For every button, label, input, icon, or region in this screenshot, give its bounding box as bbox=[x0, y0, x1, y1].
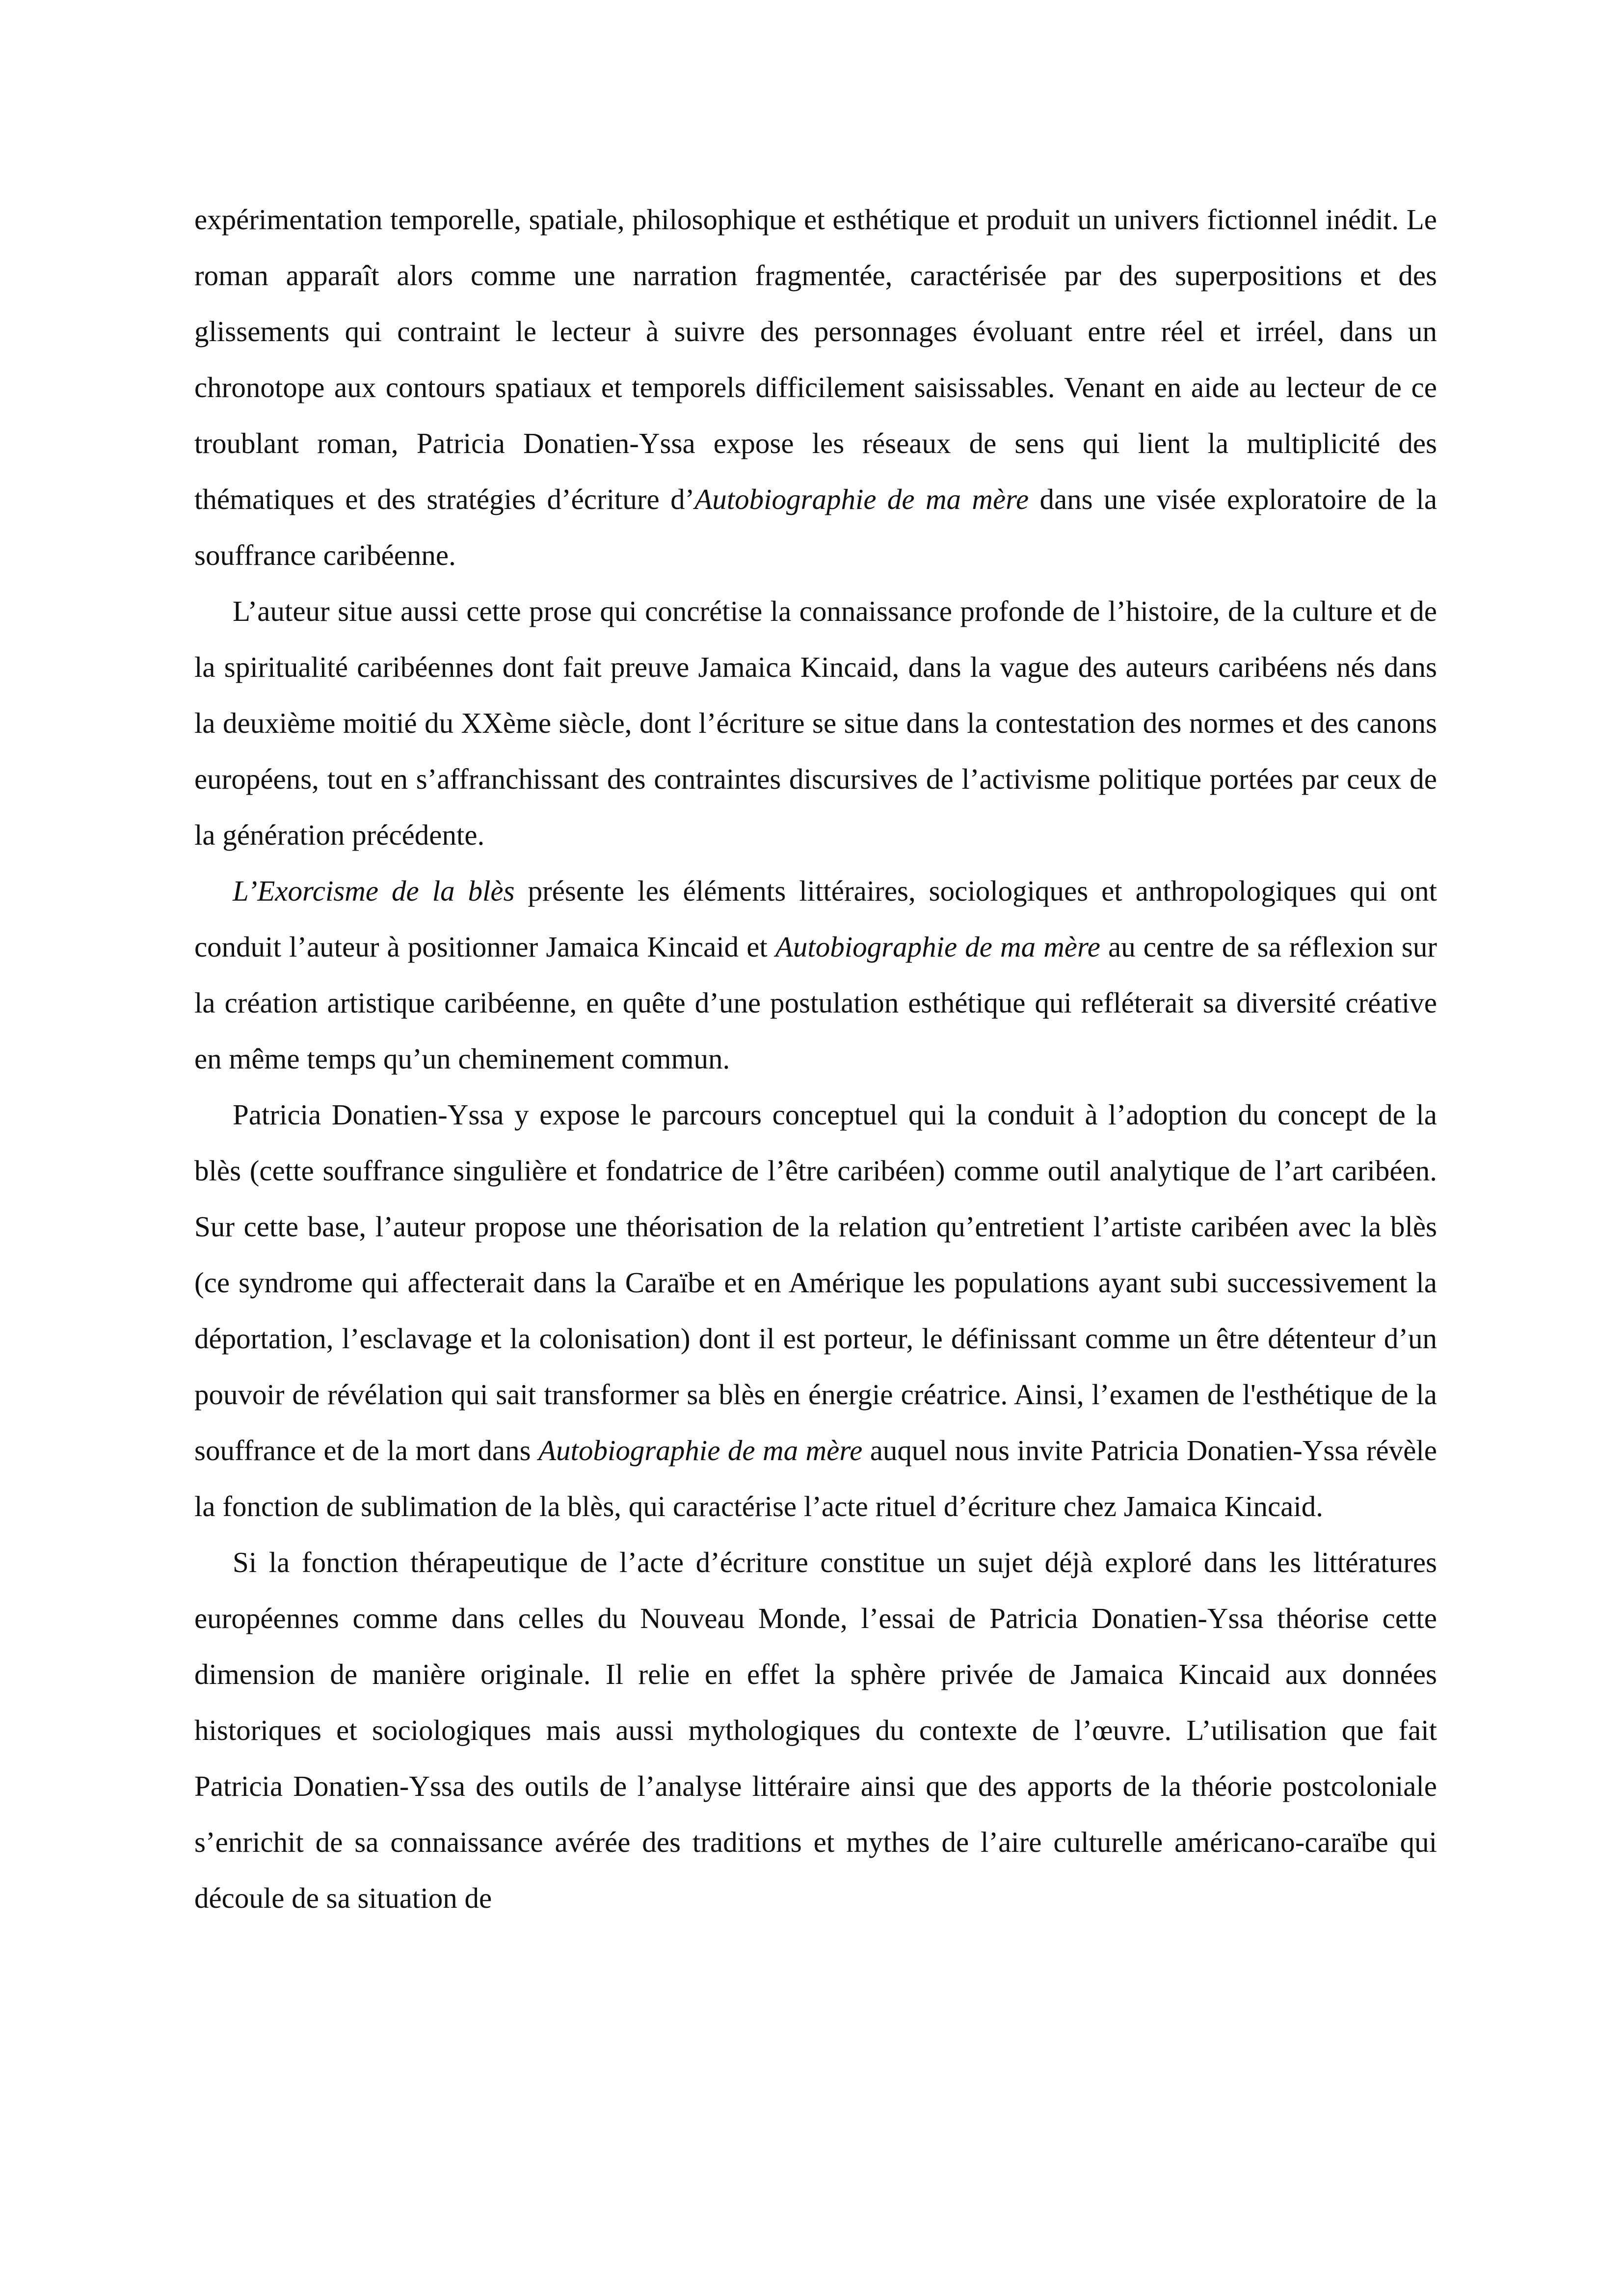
text-run: auquel nous invite Patricia Donatien-Yssa révèle la fonction de sublimation de la blès, qui caractérise l’acte rituel d’écriture chez Jamaica Kincaid. bbox=[194, 1434, 1437, 1522]
text-run: expérimentation temporelle, spatiale, philosophique et esthétique et produit un univers fictionnel inédit. Le roman apparaît alors comme une narration fragmentée, caractérisée par des superpositions et des glissements qui contraint le lecteur à suivre des personnages évoluant entre réel et irréel, dans un chronotope aux contours spatiaux et temporels difficilement saisissables. Venant en aide au lecteur de ce troublant roman, Patricia Donatien-Yssa expose les réseaux de sens qui lient la multiplicité des thématiques et des stratégies d’écriture d’ bbox=[194, 203, 1437, 515]
paragraph bbox=[194, 583, 1437, 863]
paragraph bbox=[194, 1534, 1437, 1926]
paragraph bbox=[194, 863, 1437, 1087]
text-run: Si la fonction thérapeutique de l’acte d’écriture constitue un sujet déjà exploré dans les littératures européennes comme dans celles du Nouveau Monde, l’essai de Patricia Donatien-Yssa théorise cette dimension de manière originale. Il relie en effet la sphère privée de Jamaica Kincaid aux données historiques et sociologiques mais aussi mythologiques du contexte de l’œuvre. L’utilisation que fait Patricia Donatien-Yssa des outils de l’analyse littéraire ainsi que des apports de la théorie postcoloniale s’enrichit de sa connaissance avérée des traditions et mythes de l’aire culturelle américano-caraïbe qui découle de sa situation de bbox=[194, 1546, 1437, 1914]
italic-title-run: Autobiographie de ma mère bbox=[538, 1434, 863, 1467]
paragraph bbox=[194, 191, 1437, 583]
text-run: Patricia Donatien-Yssa y expose le parcours conceptuel qui la conduit à l’adoption du concept de la blès (cette souffrance singulière et fondatrice de l’être caribéen) comme outil analytique de l’art caribéen. Sur cette base, l’auteur propose une théorisation de la relation qu’entretient l’artiste caribéen avec la blès (ce syndrome qui affecterait dans la Caraïbe et en Amérique les populations ayant subi successivement la déportation, l’esclavage et la colonisation) dont il est porteur, le définissant comme un être détenteur d’un pouvoir de révélation qui sait transformer sa blès en énergie créatrice. Ainsi, l’examen de l'esthétique de la souffrance et de la mort dans bbox=[194, 1098, 1437, 1467]
italic-title-run: Autobiographie de ma mère bbox=[775, 931, 1100, 963]
italic-title-run: Autobiographie de ma mère bbox=[694, 483, 1029, 515]
italic-title-run: L’Exorcisme de la blès bbox=[233, 875, 515, 907]
document-body bbox=[194, 191, 1437, 1926]
paragraph bbox=[194, 1087, 1437, 1534]
text-run: L’auteur situe aussi cette prose qui concrétise la connaissance profonde de l’histoire, de la culture et de la spiritualité caribéennes dont fait preuve Jamaica Kincaid, dans la vague des auteurs caribéens nés dans la deuxième moitié du XXème siècle, dont l’écriture se situe dans la contestation des normes et des canons européens, tout en s’affranchissant des contraintes discursives de l’activisme politique portées par ceux de la génération précédente. bbox=[194, 595, 1437, 851]
text-run: au centre de sa réflexion sur la création artistique caribéenne, en quête d’une postulation esthétique qui refléterait sa diversité créative en même temps qu’un cheminement commun. bbox=[194, 931, 1437, 1075]
text-run: présente les éléments littéraires, sociologiques et anthropologiques qui ont conduit l’auteur à positionner Jamaica Kincaid et bbox=[194, 875, 1437, 963]
text-run: dans une visée exploratoire de la souffrance caribéenne. bbox=[194, 483, 1437, 571]
